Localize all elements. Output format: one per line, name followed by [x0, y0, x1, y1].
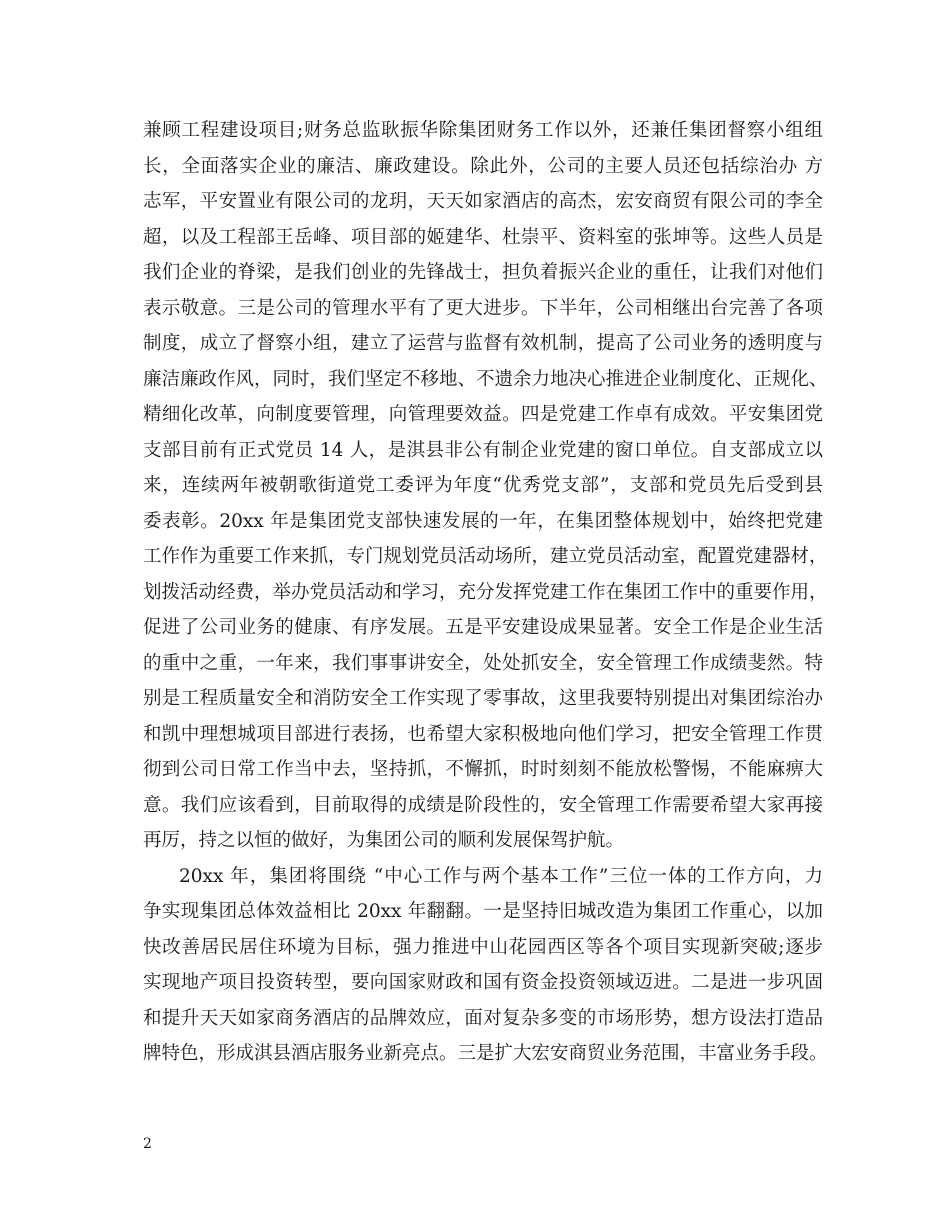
text-line: 兼顾工程建设项目;财务总监耿振华除集团财务工作以外，还兼任集团督察小组组	[143, 120, 823, 141]
text-line: 促进了公司业务的健康、有序发展。五是平安建设成果显著。安全工作是企业生活	[143, 617, 823, 638]
text-line: 我们企业的脊梁，是我们创业的先锋战士，担负着振兴企业的重任，让我们对他们	[143, 262, 823, 283]
text-line: 制度，成立了督察小组，建立了运营与监督有效机制，提高了公司业务的透明度与	[143, 333, 823, 354]
text-line: 快改善居民居住环境为目标，强力推进中山花园西区等各个项目实现新突破;逐步	[143, 936, 823, 958]
paragraph	[143, 859, 828, 1072]
text-line: 长，全面落实企业的廉洁、廉政建设。除此外，公司的主要人员还包括综治办 方	[143, 155, 823, 177]
text-line: 彻到公司日常工作当中去，坚持抓，不懈抓，时时刻刻不能放松警惕，不能麻痹大	[143, 759, 823, 780]
text-line: 和凯中理想城项目部进行表扬，也希望大家积极地向他们学习，把安全管理工作贯	[143, 723, 823, 745]
text-line: 委表彰。20xx 年是集团党支部快速发展的一年，在集团整体规划中，始终把党建	[143, 510, 823, 532]
paragraph	[143, 113, 828, 859]
text-line: 牌特色，形成淇县酒店服务业新亮点。三是扩大宏安商贸业务范围，丰富业务手段。	[143, 1043, 828, 1064]
text-line: 支部目前有正式党员 14 人，是淇县非公有制企业党建的窗口单位。自支部成立以	[143, 439, 823, 461]
text-line: 划拨活动经费，举办党员活动和学习，充分发挥党建工作在集团工作中的重要作用，	[143, 581, 828, 603]
text-line: 廉洁廉政作风，同时，我们坚定不移地、不遗余力地决心推进企业制度化、正规化、	[143, 368, 828, 390]
text-line: 志军，平安置业有限公司的龙玥，天天如家酒店的高杰，宏安商贸有限公司的李全	[143, 191, 823, 212]
text-line: 实现地产项目投资转型，要向国家财政和国有资金投资领域迈进。二是进一步巩固	[143, 972, 823, 993]
text-line: 20xx 年，集团将围绕 “中心工作与两个基本工作”三位一体的工作方向，力	[179, 865, 823, 887]
text-line: 表示敬意。三是公司的管理水平有了更大进步。下半年，公司相继出台完善了各项	[143, 297, 823, 319]
text-line: 工作作为重要工作来抓，专门规划党员活动场所，建立党员活动室，配置党建器材，	[143, 546, 828, 567]
text-line: 来，连续两年被朝歌街道党工委评为年度“优秀党支部”，支部和党员先后受到县	[143, 475, 823, 496]
text-line: 争实现集团总体效益相比 20xx 年翻翻。一是坚持旧城改造为集团工作重心，以加	[143, 901, 823, 922]
text-line: 别是工程质量安全和消防安全工作实现了零事故，这里我要特别提出对集团综治办	[143, 688, 823, 709]
text-line: 的重中之重，一年来，我们事事讲安全，处处抓安全，安全管理工作成绩斐然。特	[143, 652, 823, 674]
text-line: 再厉，持之以恒的做好，为集团公司的顺利发展保驾护航。	[143, 830, 625, 851]
text-line: 和提升天天如家商务酒店的品牌效应，面对复杂多变的市场形势，想方设法打造品	[143, 1007, 823, 1029]
text-line: 意。我们应该看到，目前取得的成绩是阶段性的，安全管理工作需要希望大家再接	[143, 794, 823, 816]
body-text	[143, 113, 828, 1072]
text-line: 超，以及工程部王岳峰、项目部的姬建华、杜崇平、资料室的张坤等。这些人员是	[143, 226, 823, 248]
text-line: 精细化改革，向制度要管理，向管理要效益。四是党建工作卓有成效。平安集团党	[143, 404, 823, 425]
page-number: 2	[143, 1136, 152, 1152]
